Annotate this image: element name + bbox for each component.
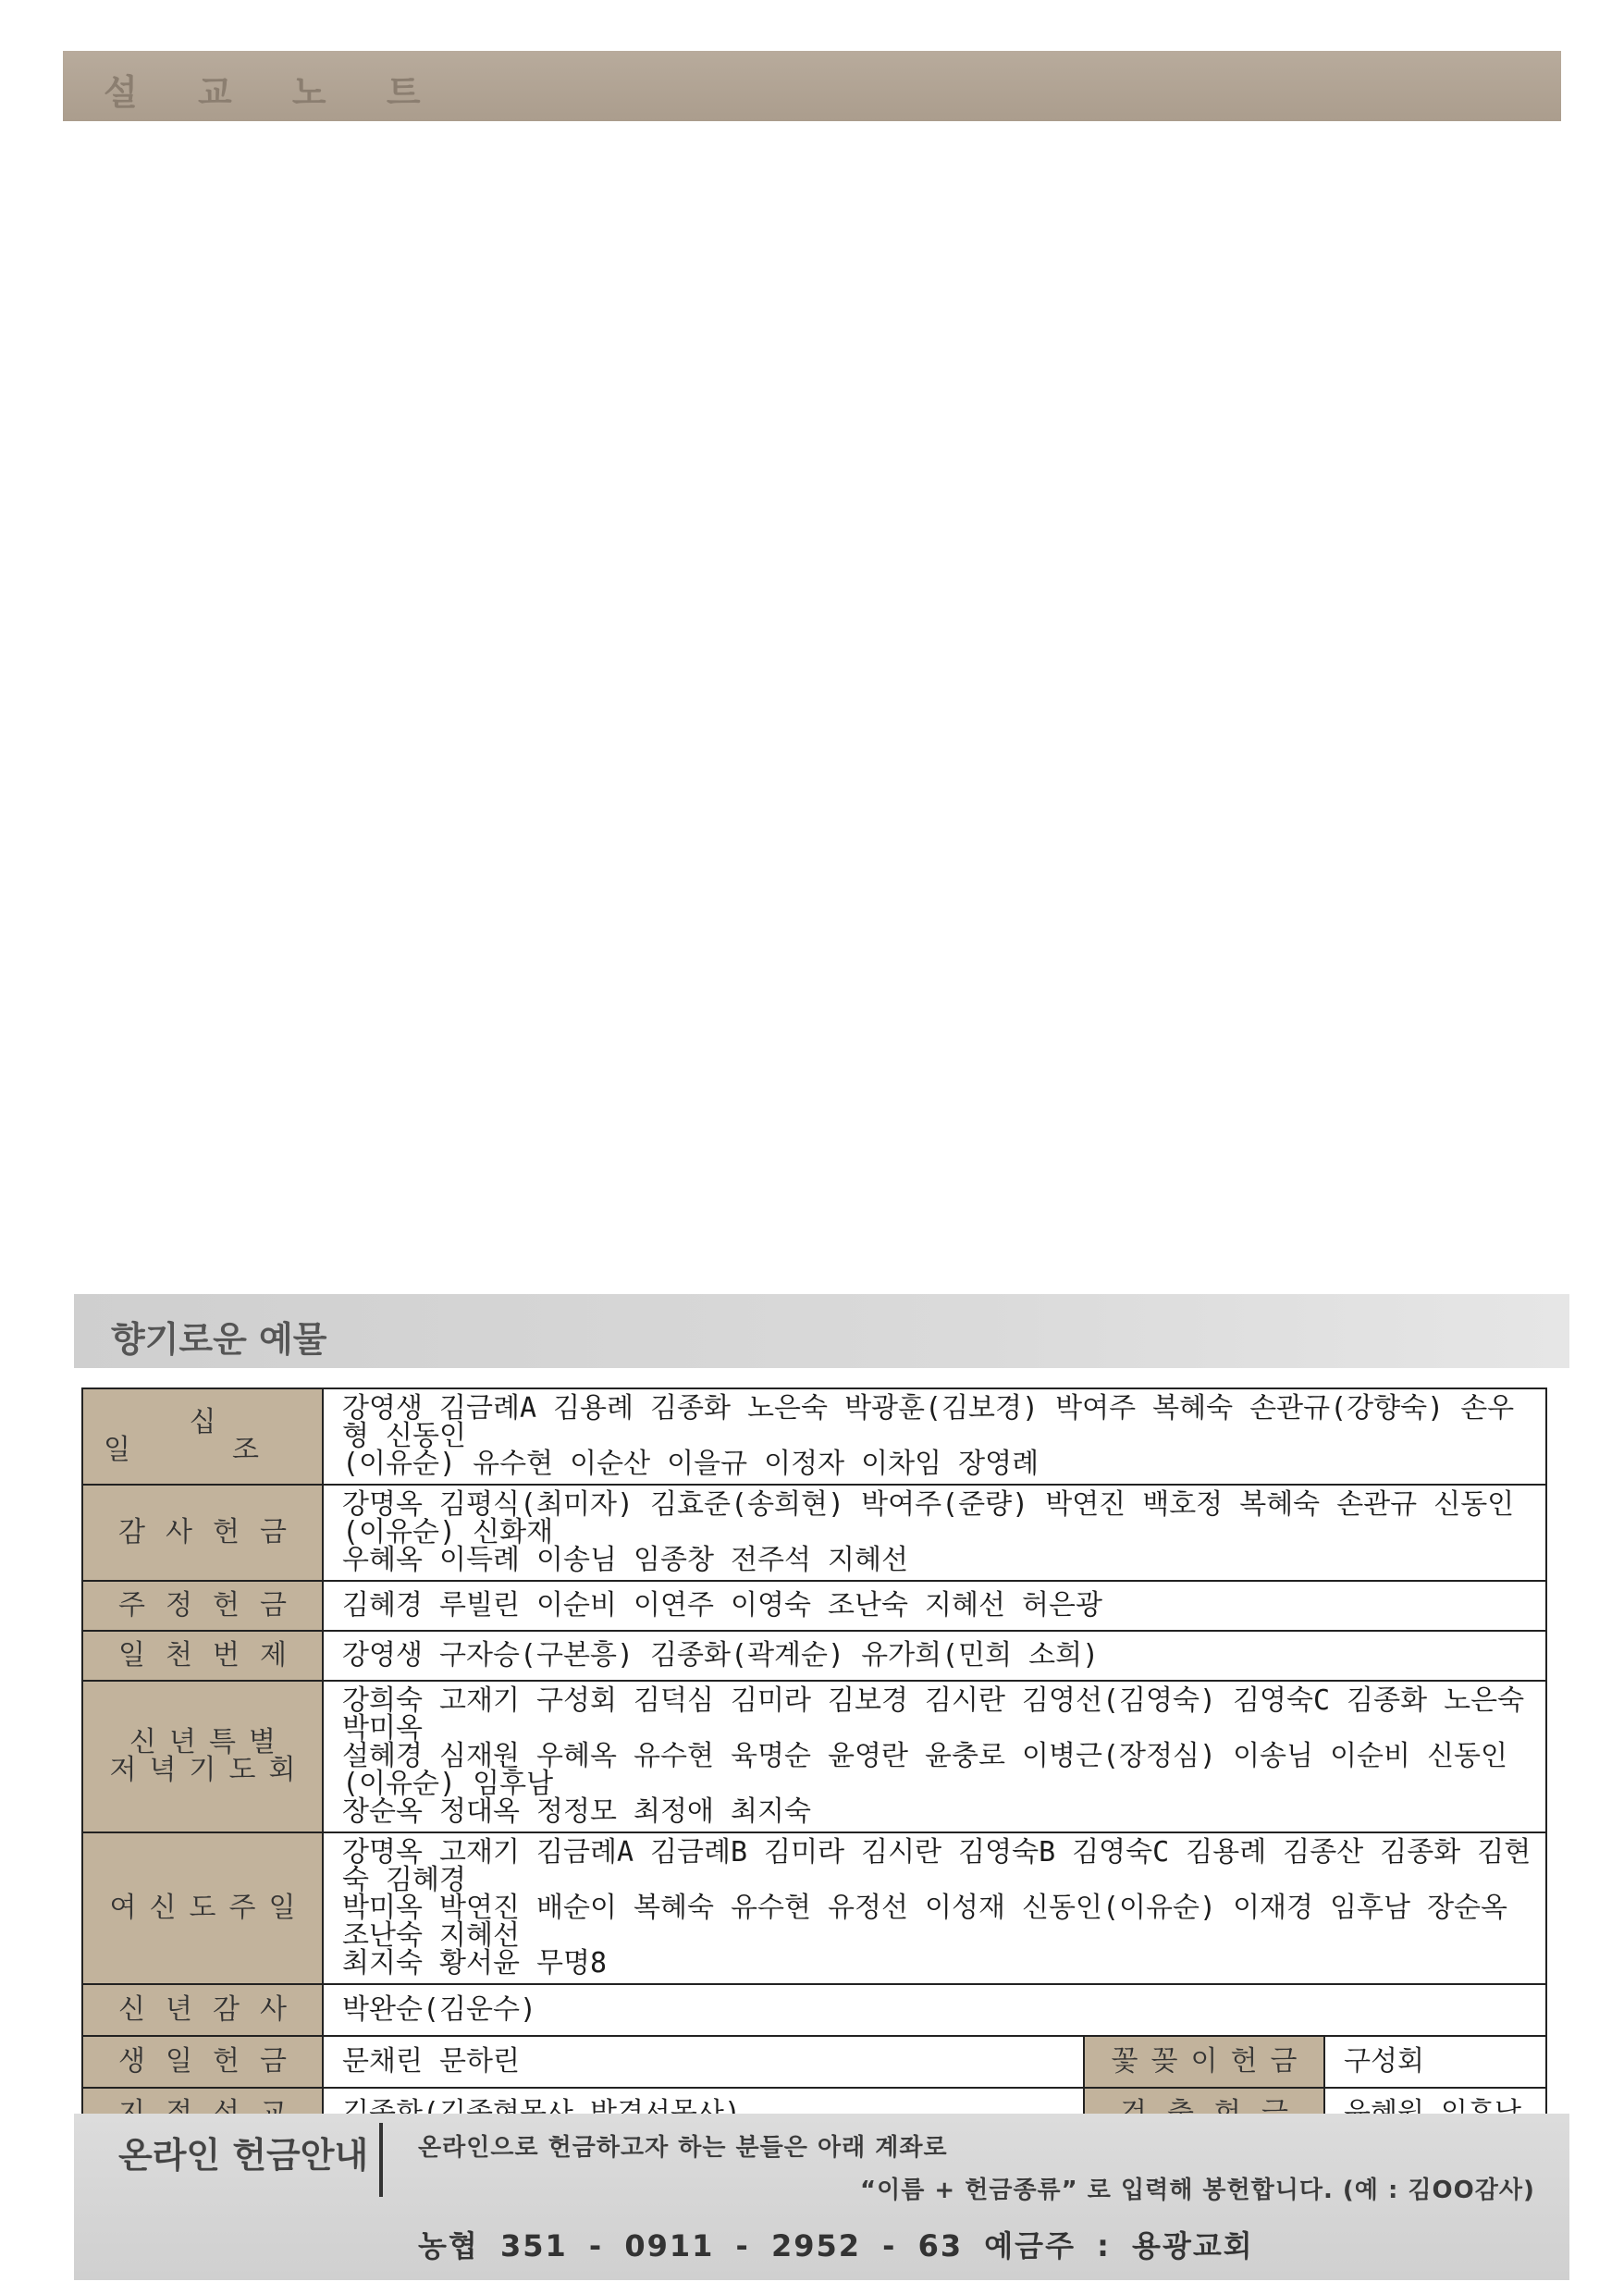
offering-header [74,1294,1569,1368]
names-cell: 강영생 김금례A 김용례 김종화 노은숙 박광훈(김보경) 박여주 복혜숙 손관규(강향숙) 손우형 신동인 (이유순) 유수현 이순산 이을규 이정자 이차임 장영례 [323,1388,1546,1485]
names-cell: 박완순(김운수) [323,1984,1546,2036]
table-row [82,1832,1546,1984]
divider [379,2123,383,2197]
online-giving-box [74,2114,1569,2280]
sermon-notes-header [63,51,1561,121]
names-cell: 구성회 [1324,2036,1546,2088]
table-row [82,1388,1546,1485]
table-row [82,1581,1546,1631]
table-row [82,2036,1546,2088]
category-label: 신년특별 저녁기도회 [82,1681,323,1832]
names-cell: 강영생 구자승(구본흥) 김종화(곽계순) 유가희(민희 소희) [323,1631,1546,1681]
category-label: 십 일 조 [82,1388,323,1485]
category-label: 주정헌금 [82,1581,323,1631]
bank-account-info: 농협 351 - 0911 - 2952 - 63 예금주 : 용광교회 [418,2228,1254,2263]
category-label: 신년감사 [82,1984,323,2036]
names-cell: 강명옥 김평식(최미자) 김효준(송희현) 박여주(준량) 박연진 백호정 복혜숙 손관규 신동인(이유순) 신화재 우혜옥 이득례 이송님 임종창 전주석 지혜선 [323,1485,1546,1581]
offering-title: 향기로운 예물 [111,1319,327,1360]
category-label: 일천번제 [82,1631,323,1681]
sermon-notes-title: 설 교 노 트 [104,72,445,113]
category-label: 꽃꽂이헌금 [1084,2036,1324,2088]
online-giving-title: 온라인 헌금안내 [118,2135,369,2176]
names-cell: 문채린 문하린 [323,2036,1084,2088]
offering-table [81,1388,1547,2140]
table-row [82,1681,1546,1832]
table-row [82,1984,1546,2036]
names-cell: 강희숙 고재기 구성회 김덕심 김미라 김보경 김시란 김영선(김영숙) 김영숙C 김종화 노은숙 박미옥 설혜경 심재원 우혜옥 유수현 육명순 윤영란 윤충로 이병근(장정심) 이송님 이순비 신동인(이유순) 임후남 장순옥 정대옥 정정모 최정애 최지숙 [323,1681,1546,1832]
names-cell: 강명옥 고재기 김금례A 김금례B 김미라 김시란 김영숙B 김영숙C 김용례 김종산 김종화 김현숙 김혜경 박미옥 박연진 배순이 복혜숙 유수현 유정선 이성재 신동인(이유순) 이재경 임후남 장순옥 조난숙 지혜선 최지숙 황서윤 무명8 [323,1832,1546,1984]
category-label: 감사헌금 [82,1485,323,1581]
table-row [82,1485,1546,1581]
category-label: 생일헌금 [82,2036,323,2088]
names-cell: 김혜경 루빌린 이순비 이연주 이영숙 조난숙 지혜선 허은광 [323,1581,1546,1631]
online-giving-instruction-format: “이름 + 헌금종류” 로 입력해 봉헌합니다. (예 : 김OO감사) [860,2177,1535,2204]
online-giving-instruction: 온라인으로 헌금하고자 하는 분들은 아래 계좌로 [418,2134,948,2162]
category-label: 여신도주일 [82,1832,323,1984]
table-row [82,1631,1546,1681]
